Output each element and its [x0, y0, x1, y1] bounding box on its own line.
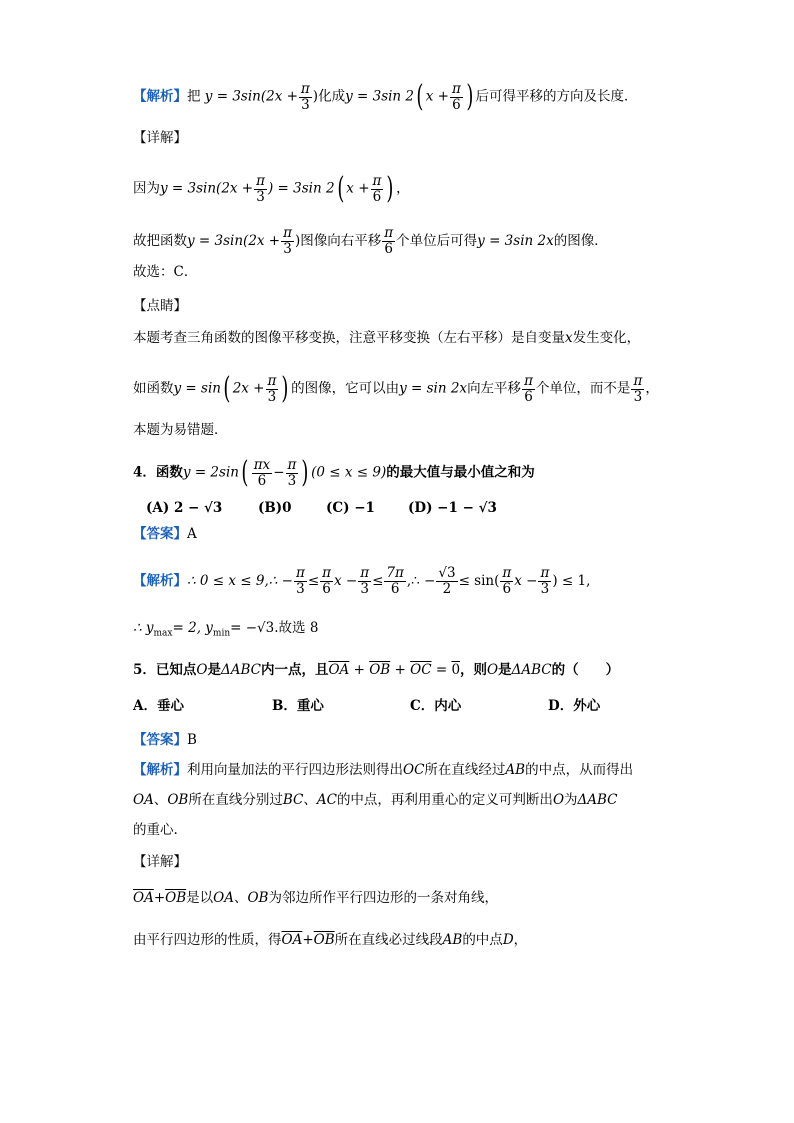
fraction: $\frac{\pi}{6}$: [451, 80, 461, 113]
q5-option-d: D．外心: [548, 698, 601, 714]
tag-dianjing: 【点睛】: [133, 298, 187, 314]
q4-answer: 【答案】A: [133, 526, 197, 542]
text: )化成: [312, 88, 346, 105]
q4-option-b: (B)0: [258, 500, 292, 516]
q5-detail-2: 由平行四边形的性质，得$\overline{OA}+\overline{OB}$所在直线必过线段AB的中点D，: [133, 932, 528, 948]
q4-solution-1: 【解析】∴ 0 ≤ x ≤ 9,∴ − $\frac{\pi}{3}$ ≤ $\frac{\pi}{6}$ x − $\frac{\pi}{3}$ ≤ $\frac{7\pi}{6}$ ,∴ − $\frac{√3}{2}$ ≤ sin( $\frac{\pi}{6}$ x − $\frac{\pi}{3}$ ) ≤ 1,: [133, 565, 591, 597]
q5-answer: 【答案】B: [133, 732, 197, 748]
dianjing-line-2: 如函数y = sin( 2x + $\frac{\pi}{3}$ ) 的图像，它可以由y = sin 2x向左平移 $\frac{\pi}{6}$ 个单位，而不是 $\frac{\pi}{3}$ ，: [133, 371, 659, 406]
q4-option-d: (D) −1 − √3: [408, 500, 497, 516]
dianjing-line-3: 本题为易错题．: [133, 422, 228, 438]
tag-jiexi: 【解析】: [133, 88, 187, 105]
dianjing-line-1: 本题考查三角函数的图像平移变换，注意平移变换（左右平移）是自变量x发生变化，: [133, 330, 641, 346]
q4-solution-2: ∴ $y_{max}= 2$, $y_{min}= -√3$.故选 8: [133, 620, 319, 639]
detail-heading-1: [133, 128, 187, 148]
formula: y = 3sin 2: [345, 88, 415, 105]
text: 把: [187, 88, 201, 105]
dianjing-heading: [133, 296, 187, 316]
tag-xiangjie: 【详解】: [133, 130, 187, 146]
q4-option-c: (C) −1: [326, 500, 375, 516]
question-5: 5．已知点O是ΔABC内一点，且$\overline{OA} + \overline{OB} + \overline{OC} = 0$，则O是ΔABC的（ ）: [133, 662, 620, 678]
q5-detail-1: $\overline{OA}+\overline{OB}$是以OA、OB为邻边所作平行四边形的一条对角线，: [133, 890, 498, 906]
formula: y = 3sin(2x +: [204, 88, 298, 105]
q5-option-c: C．内心: [410, 698, 462, 714]
analysis-line-1: 【解析】把 y = 3sin(2x + $\frac{\pi}{3}$ )化成y = 3sin 2( x + $\frac{\pi}{6}$ ) 后可得平移的方向及长度．: [133, 79, 638, 114]
formula: x +: [425, 88, 449, 105]
q5-solution-2: OA、OB所在直线分别过BC、AC的中点，再利用重心的定义可判断出O为ΔABC: [133, 792, 618, 808]
q5-solution-3: 的重心.: [133, 822, 178, 838]
q4-option-a: (A) 2 − √3: [146, 500, 223, 516]
text: 后可得平移的方向及长度．: [475, 88, 638, 105]
q5-solution-1: 【解析】利用向量加法的平行四边形法则得出OC所在直线经过AB的中点，从而得出: [133, 762, 634, 778]
q5-option-a: A．垂心: [133, 698, 184, 714]
detail-line-2: 故把函数y = 3sin(2x + $\frac{\pi}{3}$ )图像向右平移 $\frac{\pi}{6}$ 个单位后可得y = 3sin 2x的图像．: [133, 225, 608, 257]
question-4: 4．函数y = 2sin( $\frac{\pi x}{6}$ − $\frac{\pi}{3}$ ) (0 ≤ x ≤ 9)的最大值与最小值之和为: [133, 455, 535, 490]
q5-option-b: B．重心: [272, 698, 324, 714]
fraction: $\frac{\pi}{3}$: [300, 80, 310, 113]
q5-detail-heading: 【详解】: [133, 854, 187, 870]
choice-line: 故选：C．: [133, 264, 198, 280]
detail-line-1: 因为y = 3sin(2x + $\frac{\pi}{3}$ ) = 3sin 2( x + $\frac{\pi}{6}$ ) ，: [133, 171, 410, 206]
